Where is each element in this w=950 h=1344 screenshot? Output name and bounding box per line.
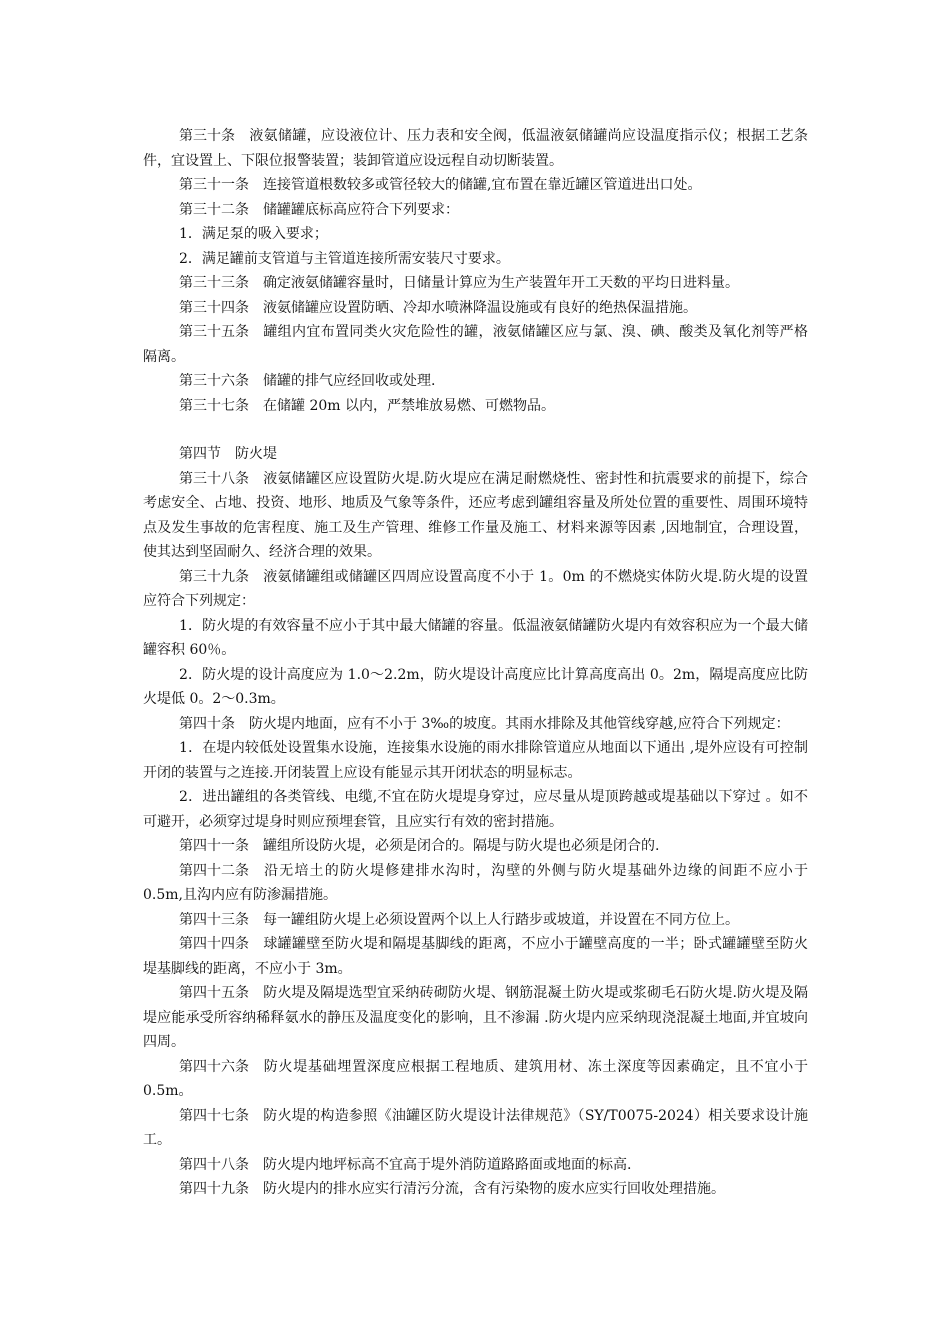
paragraph-text: 液氨储罐应设置防晒、冷却水喷淋降温设施或有良好的绝热保温措施。 xyxy=(263,299,697,316)
article-number: 第四十五条 xyxy=(179,985,249,1001)
article-number: 第四十六条 xyxy=(179,1058,249,1075)
article-paragraph xyxy=(143,981,808,1055)
section-heading xyxy=(143,442,808,467)
article-paragraph xyxy=(143,124,808,173)
article-number: 第三十九条 xyxy=(179,568,249,585)
list-item xyxy=(143,785,808,834)
paragraph-text: 防火堤 xyxy=(235,446,277,462)
article-number: 第四十条 xyxy=(179,715,235,732)
list-item xyxy=(143,736,808,785)
article-number: 第四节 xyxy=(179,446,221,462)
paragraph-text: 球罐罐壁至防火堤和隔堤基脚线的距离，不应小于罐壁高度的一半；卧式罐罐壁至防火堤基脚线的距离，不应小于 3m。 xyxy=(143,936,808,977)
article-number: 第四十二条 xyxy=(179,862,249,879)
article-number: 第四十三条 xyxy=(179,911,249,928)
paragraph-text: 防火堤内地面，应有不小于 3‰的坡度。其雨水排除及其他管线穿越,应符合下列规定： xyxy=(249,715,790,732)
paragraph-text: 防火堤内的排水应实行清污分流，含有污染物的废水应实行回收处理措施。 xyxy=(263,1181,725,1197)
list-item xyxy=(143,614,808,663)
paragraph-text: 防火堤内地坪标高不宜高于堤外消防道路路面或地面的标高. xyxy=(263,1156,632,1173)
article-paragraph xyxy=(143,271,808,296)
article-number: 第三十七条 xyxy=(179,397,249,414)
article-number: 第四十八条 xyxy=(179,1156,249,1173)
article-paragraph xyxy=(143,467,808,565)
article-paragraph xyxy=(143,1104,808,1153)
paragraph-text: 2．防火堤的设计高度应为 1.0～2.2m，防火堤设计高度应比计算高度高出 0。2m，隔堤高度应比防火堤低 0。2～0.3m。 xyxy=(143,666,808,707)
paragraph-text: 防火堤基础埋置深度应根据工程地质、建筑用材、冻土深度等因素确定，且不宜小于 0.5m。 xyxy=(143,1058,808,1099)
paragraph-text: 确定液氨储罐容量时，日储量计算应为生产装置年开工天数的平均日进料量。 xyxy=(263,275,739,291)
paragraph-text: 储罐罐底标高应符合下列要求： xyxy=(263,201,459,218)
article-number: 第三十四条 xyxy=(179,299,249,316)
article-number: 第四十一条 xyxy=(179,838,249,854)
article-paragraph xyxy=(143,1055,808,1104)
article-paragraph xyxy=(143,173,808,198)
document-page xyxy=(143,124,808,1202)
article-paragraph xyxy=(143,296,808,321)
article-number: 第四十四条 xyxy=(179,936,249,952)
paragraph-text: 液氨储罐区应设置防火堤.防火堤应在满足耐燃烧性、密封性和抗震要求的前提下，综合考虑安全、占地、投资、地形、地质及气象等条件，还应考虑到罐组容量及所处位置的重要性、周围环境特点及发生事故的危害程度、施工及生产管理、维修工作量及施工、材料来源等因素 ,因地制宜，合理设置，使其达到坚固耐久、经济合理的效果。 xyxy=(143,470,808,560)
article-number: 第三十条 xyxy=(179,128,235,144)
article-paragraph xyxy=(143,394,808,419)
article-paragraph xyxy=(143,1177,808,1202)
article-paragraph xyxy=(143,565,808,614)
article-paragraph xyxy=(143,320,808,369)
paragraph-text: 储罐的排气应经回收或处理. xyxy=(263,373,436,389)
paragraph-text: 沿无培土的防火堤修建排水沟时，沟壁的外侧与防火堤基础外边缘的间距不应小于 0.5m,且沟内应有防渗漏措施。 xyxy=(143,862,808,903)
article-paragraph xyxy=(143,712,808,737)
paragraph-text: 2．进出罐组的各类管线、电缆,不宜在防火堤堤身穿过，应尽量从堤顶跨越或堤基础以下穿过 。如不可避开，必须穿过堤身时则应预埋套管，且应实行有效的密封措施。 xyxy=(143,789,808,830)
article-number: 第三十六条 xyxy=(179,373,249,389)
article-number: 第三十八条 xyxy=(179,470,249,487)
article-paragraph xyxy=(143,932,808,981)
paragraph-text: 在储罐 20m 以内，严禁堆放易燃、可燃物品。 xyxy=(263,397,555,414)
article-number: 第四十七条 xyxy=(179,1107,249,1124)
paragraph-text: 防火堤及隔堤选型宜采纳砖砌防火堤、钢筋混凝土防火堤或浆砌毛石防火堤.防火堤及隔堤应能承受所容纳稀释氨水的静压及温度变化的影响，且不渗漏 .防火堤内应采纳现浇混凝土地面,并宜坡向四周。 xyxy=(143,985,808,1050)
article-number: 第四十九条 xyxy=(179,1181,249,1197)
article-number: 第三十一条 xyxy=(179,177,249,193)
paragraph-text: 防火堤的构造参照《油罐区防火堤设计法律规范》（SY/T0075-2024）相关要求设计施工。 xyxy=(143,1107,808,1148)
list-item xyxy=(143,222,808,247)
section-spacer xyxy=(143,418,808,442)
article-number: 第三十三条 xyxy=(179,275,249,291)
article-paragraph xyxy=(143,1153,808,1178)
article-paragraph xyxy=(143,908,808,933)
paragraph-text: 每一罐组防火堤上必须设置两个以上人行踏步或坡道，并设置在不同方位上。 xyxy=(263,911,739,928)
paragraph-text: 连接管道根数较多或管径较大的储罐,宜布置在靠近罐区管道进出口处。 xyxy=(263,177,702,193)
paragraph-text: 1．防火堤的有效容量不应小于其中最大储罐的容量。低温液氨储罐防火堤内有效容积应为一个最大储罐容积 60％。 xyxy=(143,617,808,658)
paragraph-text: 1．在堤内较低处设置集水设施，连接集水设施的雨水排除管道应从地面以下通出 ,堤外应设有可控制开闭的装置与之连接.开闭装置上应设有能显示其开闭状态的明显标志。 xyxy=(143,740,808,781)
paragraph-text: 2．满足罐前支管道与主管道连接所需安装尺寸要求。 xyxy=(179,250,510,267)
list-item xyxy=(143,247,808,272)
article-paragraph xyxy=(143,369,808,394)
article-number: 第三十五条 xyxy=(179,324,249,340)
paragraph-text: 罐组内宜布置同类火灾危险性的罐，液氨储罐区应与氯、溴、碘、酸类及氧化剂等严格隔离。 xyxy=(143,324,808,365)
paragraph-text: 罐组所设防火堤，必须是闭合的。隔堤与防火堤也必须是闭合的. xyxy=(263,838,660,854)
article-paragraph xyxy=(143,834,808,859)
article-paragraph xyxy=(143,859,808,908)
article-paragraph xyxy=(143,198,808,223)
article-number: 第三十二条 xyxy=(179,201,249,218)
paragraph-text: 1．满足泵的吸入要求； xyxy=(179,226,328,242)
paragraph-text: 液氨储罐，应设液位计、压力表和安全阀，低温液氨储罐尚应设温度指示仪；根据工艺条件，宜设置上、下限位报警装置；装卸管道应设远程自动切断装置。 xyxy=(143,128,808,169)
paragraph-text: 液氨储罐组或储罐区四周应设置高度不小于 1。0m 的不燃烧实体防火堤.防火堤的设置应符合下列规定： xyxy=(143,568,808,609)
list-item xyxy=(143,663,808,712)
